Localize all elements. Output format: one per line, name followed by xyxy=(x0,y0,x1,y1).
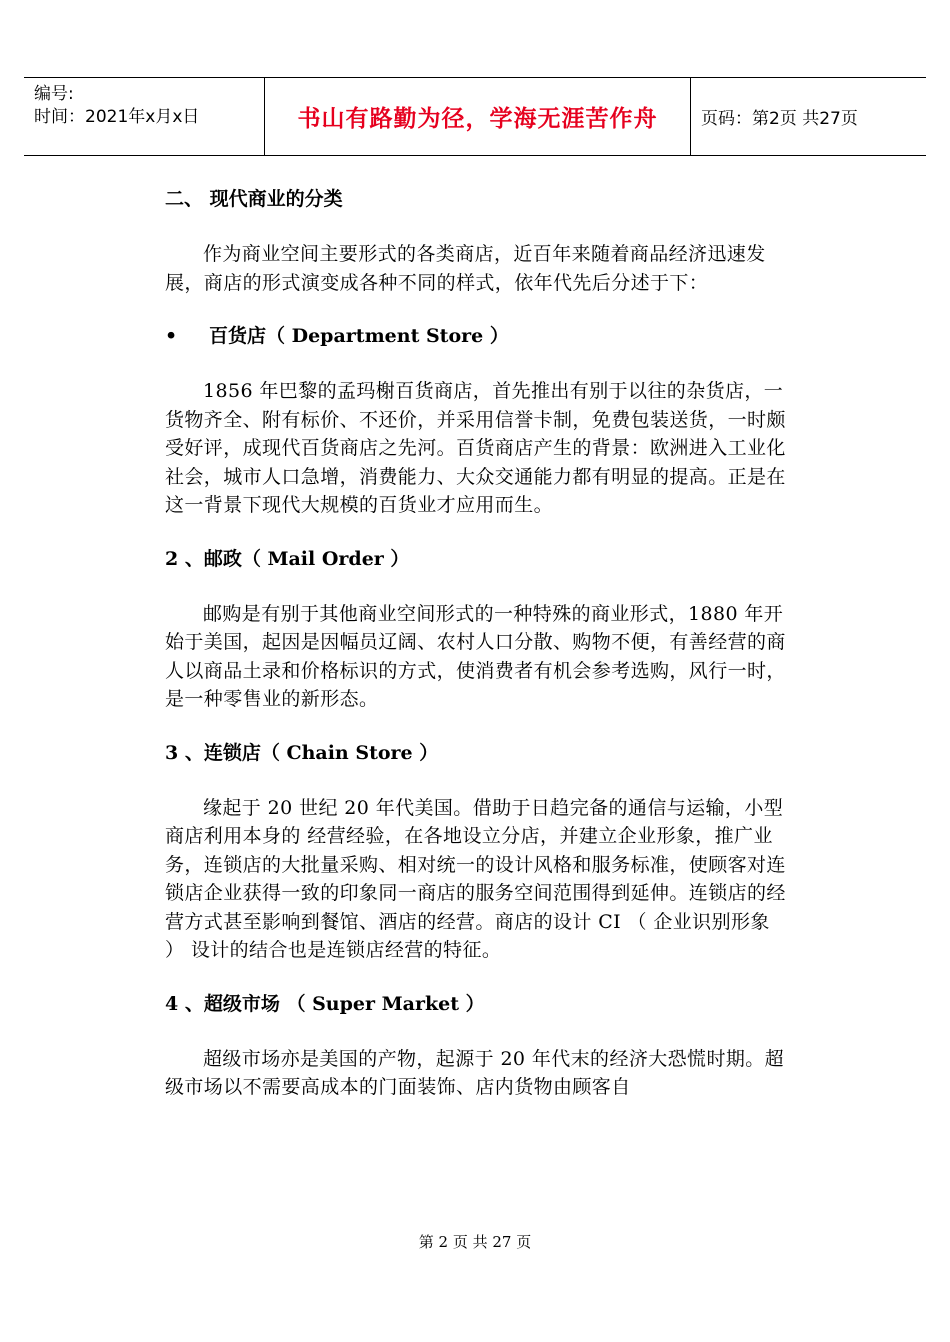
item-number: 2 、 xyxy=(165,547,204,570)
header-page-info: 页码：第2页 共27页 xyxy=(691,78,927,156)
header-table xyxy=(24,77,926,156)
item-heading-2 xyxy=(165,544,790,574)
heading-text: 邮政（ Mail Order ） xyxy=(203,547,410,570)
item-body-4: 超级市场亦是美国的产物，起源于 20 年代末的经济大恐慌时期。超级市场以不需要高成本的门面装饰、店内货物由顾客自 xyxy=(165,1047,785,1098)
heading-text: 连锁店（ Chain Store ） xyxy=(203,741,439,764)
bullet-marker: • xyxy=(165,325,178,347)
item-body-3: 缘起于 20 世纪 20 年代美国。借助于日趋完备的通信与运输，小型商店利用本身的 经营经验，在各地设立分店，并建立企业形象，推广业务，连锁店的大批量采购、相对统一的设计风格和服务标准，使顾客对连锁店企业获得一致的印象同一商店的服务空间范围得到延伸。连锁店的经营方式甚至影响到餐馆、酒店的经营。商店的设计 CI （ 企业识别形象 ） 设计的结合也是连锁店经营的特征。 xyxy=(165,796,786,961)
heading-text: 超级市场 （ Super Market ） xyxy=(203,992,485,1015)
item-number: 4 、 xyxy=(165,992,204,1015)
item-heading-1 xyxy=(165,321,790,351)
serial-label: 编号: xyxy=(34,84,74,104)
section-title: 二、 现代商业的分类 xyxy=(165,188,343,210)
item-body-2: 邮购是有别于其他商业空间形式的一种特殊的商业形式，1880 年开始于美国，起因是因幅员辽阔、农村人口分散、购物不便，有善经营的商人以商品土录和价格标识的方式，使消费者有机会参考选购，风行一时，是一种零售业的新形态。 xyxy=(165,602,786,710)
item-number: 3 、 xyxy=(165,741,204,764)
item-heading-3 xyxy=(165,738,790,768)
heading-text: 百货店（ Department Store ） xyxy=(209,325,509,347)
intro-paragraph: 作为商业空间主要形式的各类商店，近百年来随着商品经济迅速发展，商店的形式演变成各种不同的样式，依年代先后分述于下： xyxy=(165,243,766,294)
header-motto: 书山有路勤为径，学海无涯苦作舟 xyxy=(265,78,691,156)
document-body xyxy=(165,184,790,1102)
item-heading-4 xyxy=(165,989,790,1019)
page-footer: 第 2 页 共 27 页 xyxy=(418,1233,532,1251)
header-meta-cell xyxy=(24,78,265,156)
time-label: 时间：2021年x月x日 xyxy=(34,107,200,127)
item-body-1: 1856 年巴黎的孟玛榭百货商店，首先推出有别于以往的杂货店，一货物齐全、附有标价、不还价，并采用信誉卡制，免费包装送货，一时颇受好评，成现代百货商店之先河。百货商店产生的背景：欧洲进入工业化社会，城市人口急增，消费能力、大众交通能力都有明显的提高。正是在这一背景下现代大规模的百货业才应用而生。 xyxy=(165,380,786,516)
